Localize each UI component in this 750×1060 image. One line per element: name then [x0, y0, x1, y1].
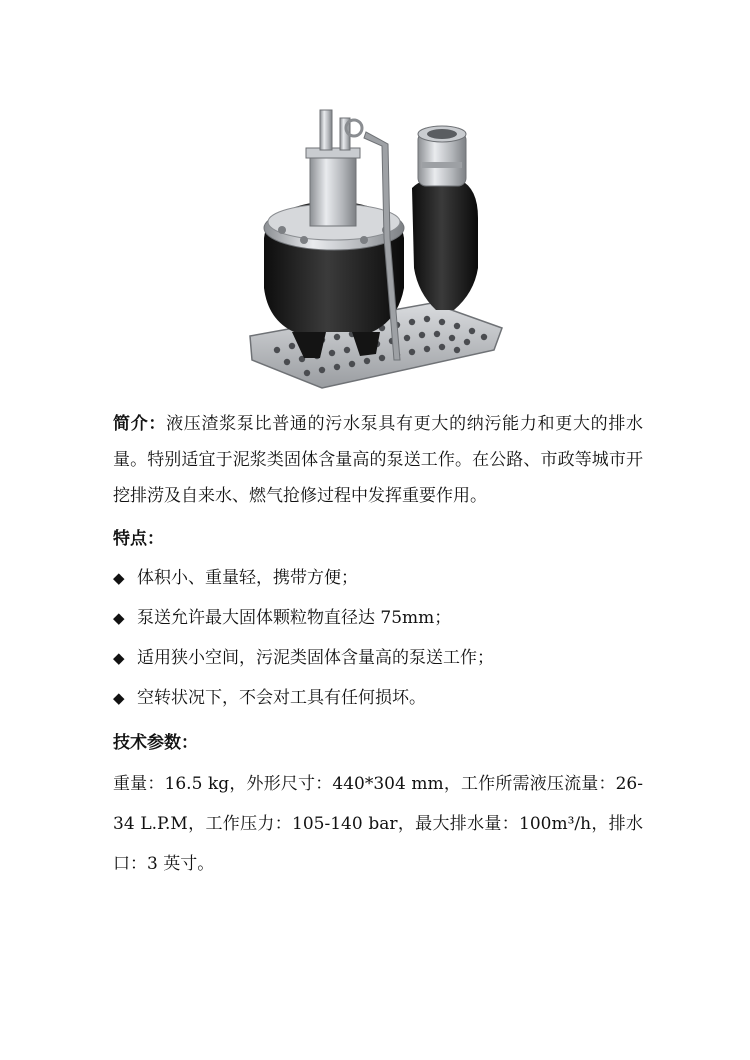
intro-paragraph — [113, 406, 643, 514]
feature-text: 体积小、重量轻，携带方便； — [137, 568, 358, 588]
feature-item — [113, 678, 643, 718]
feature-text: 空转状况下，不会对工具有任何损坏。 — [137, 688, 426, 708]
feature-text: 适用狭小空间，污泥类固体含量高的泵送工作； — [137, 648, 494, 668]
specs-heading: 技术参数： — [113, 733, 198, 753]
outlet-chamber — [412, 126, 478, 310]
intro-text: 液压渣浆泵比普通的污水泵具有更大的纳污能力和更大的排水量。特别适宜于泥浆类固体含量高的泵送工作。在公路、市政等城市开挖排涝及自来水、燃气抢修过程中发挥重要作用。 — [113, 414, 644, 506]
feature-item — [113, 638, 643, 678]
diamond-bullet-icon: ◆ — [113, 609, 125, 627]
hydraulic-pump-illustration — [222, 88, 532, 400]
diamond-bullet-icon: ◆ — [113, 569, 125, 587]
intro-label: 简介： — [113, 414, 167, 434]
hydraulic-motor — [306, 110, 362, 226]
document-body — [113, 406, 643, 884]
specs-paragraph: 重量：16.5 kg，外形尺寸：440*304 mm，工作所需液压流量：26-34 L.P.M，工作压力：105-140 bar，最大排水量：100m³/h，排水口：3 英寸。 — [113, 774, 643, 874]
features-heading: 特点： — [113, 529, 164, 549]
feature-item — [113, 558, 643, 598]
feature-item — [113, 598, 643, 638]
diamond-bullet-icon: ◆ — [113, 689, 125, 707]
features-list — [113, 558, 643, 718]
feature-text: 泵送允许最大固体颗粒物直径达 75mm； — [137, 608, 452, 628]
product-photo — [222, 88, 532, 400]
diamond-bullet-icon: ◆ — [113, 649, 125, 667]
